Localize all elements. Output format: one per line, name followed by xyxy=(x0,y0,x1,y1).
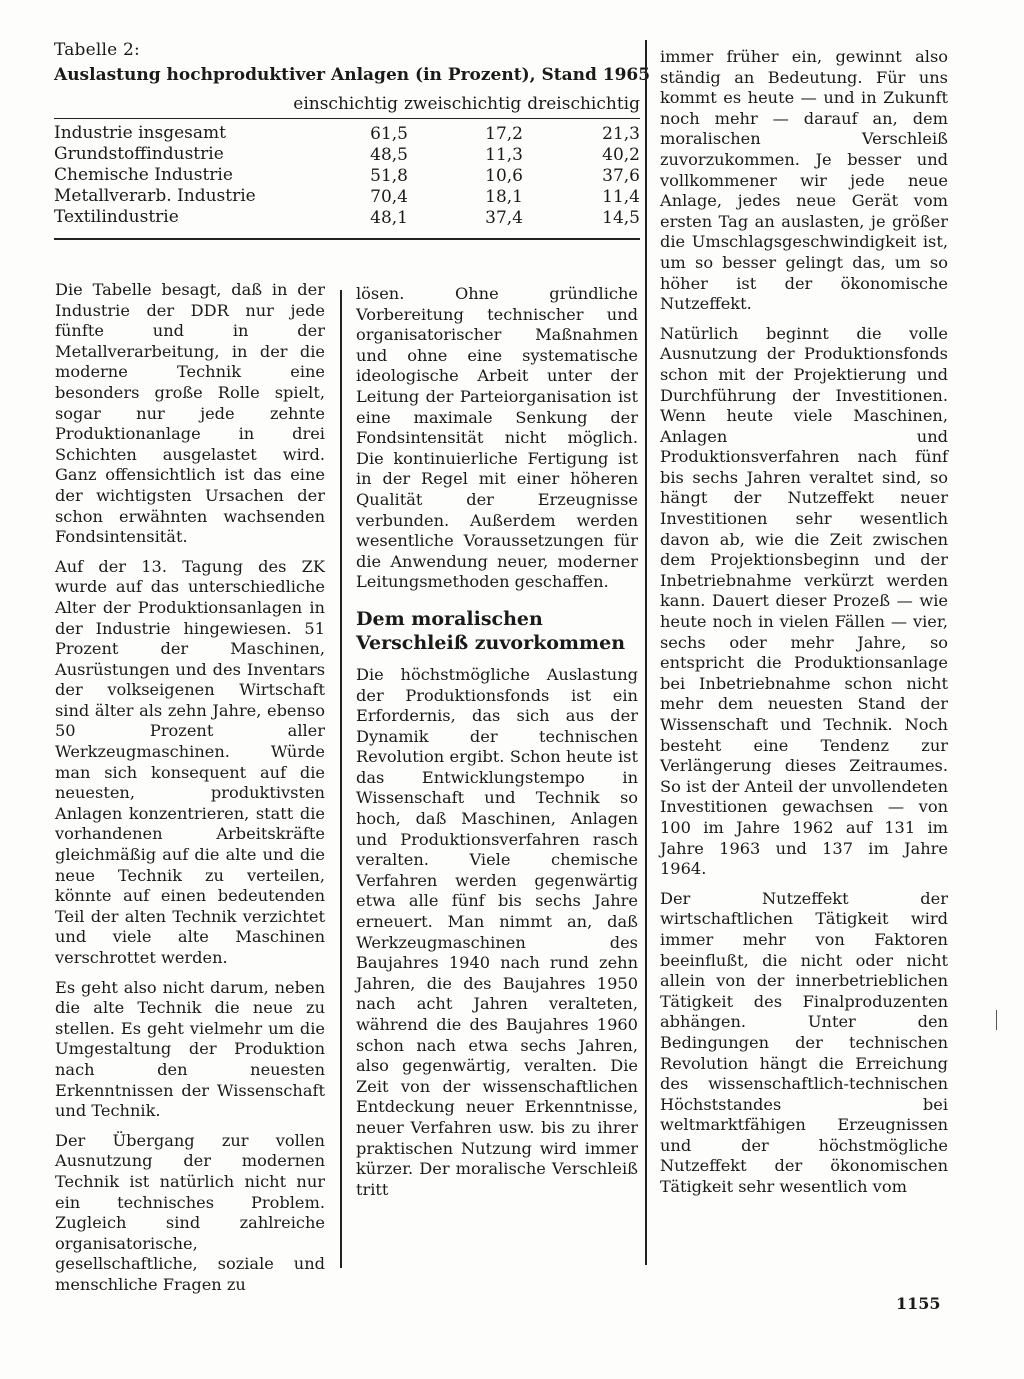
paragraph: Die höchstmögliche Auslastung der Produktionsfonds ist ein Erfordernis, das sich aus der Dynamik der technischen Revolution ergibt. Schon heute ist das Entwicklungstempo in Wissenschaft und Technik so hoch, daß Maschinen, Anlagen und Produktionsverfahren rasch veralten. Viele chemische Verfahren werden gegenwärtig etwa alle fünf bis sechs Jahre erneuert. Man nimmt an, daß Werkzeugmaschinen des Baujahres 1940 nach rund zehn Jahren, die des Baujahres 1950 nach acht Jahren veralteten, während die des Baujahres 1960 schon nach etwa sechs Jahren, also gegenwärtig, veralten. Die Zeit von der wissenschaftlichen Entdeckung neuer Erkenntnisse, neuer Verfahren usw. bis zu ihrer praktischen Nutzung wird immer kürzer. Der moralische Verschleiß tritt xyxy=(356,664,638,1199)
cell-value: 14,5 xyxy=(602,208,640,228)
cell-value: 70,4 xyxy=(370,187,408,207)
table-row xyxy=(54,186,640,207)
column-divider-left xyxy=(340,290,342,1268)
table-header xyxy=(54,92,640,116)
cell-value: 40,2 xyxy=(602,145,640,165)
cell-value: 61,5 xyxy=(370,124,408,144)
cell-value: 21,3 xyxy=(602,124,640,144)
paragraph: Es geht also nicht darum, neben die alte Technik die neue zu stellen. Es geht vielmehr um die Umgestaltung der Produktion nach den neuesten Erkenntnissen der Wissenschaft und Technik. xyxy=(55,977,325,1121)
table-row xyxy=(54,144,640,165)
column-header-einschichtig: einschichtig xyxy=(293,94,398,114)
column-header-dreischichtig: dreischichtig xyxy=(527,94,640,114)
margin-mark xyxy=(996,1010,998,1030)
section-heading: Dem moralischen Verschleiß zuvorkommen xyxy=(356,607,626,654)
cell-value: 10,6 xyxy=(485,166,523,186)
cell-value: 51,8 xyxy=(370,166,408,186)
table-body xyxy=(54,123,640,228)
row-label: Textilindustrie xyxy=(54,207,179,227)
text-column-2 xyxy=(356,284,638,1209)
table-bottom-rule xyxy=(54,238,640,240)
table-row xyxy=(54,165,640,186)
row-label: Industrie insgesamt xyxy=(54,123,226,143)
row-label: Metallverarb. Industrie xyxy=(54,186,256,206)
cell-value: 37,4 xyxy=(485,208,523,228)
table-row xyxy=(54,123,640,144)
cell-value: 17,2 xyxy=(485,124,523,144)
row-label: Grundstoffindustrie xyxy=(54,144,224,164)
paragraph: lösen. Ohne gründliche Vorbereitung technischer und organisatorischer Maßnahmen und ohne eine systematische ideologische Arbeit unter der Leitung der Parteiorganisation ist eine maximale Senkung der Fondsintensität nicht möglich. Die kontinuierliche Fertigung ist in der Regel mit einer höheren Qualität der Erzeugnisse verbunden. Außerdem werden wesentliche Voraussetzungen für die Anwendung neuer, moderner Leitungsmethoden geschaffen. xyxy=(356,284,638,592)
cell-value: 37,6 xyxy=(602,166,640,186)
paragraph: Natürlich beginnt die volle Ausnutzung der Produktionsfonds schon mit der Projektierung und Durchführung der Investitionen. Wenn heute viele Maschinen, Anlagen und Produktionsverfahren nach fünf bis sechs Jahren veraltet sind, so hängt der Nutzeffekt neuer Investitionen sehr wesentlich davon ab, wie die Zeit zwischen dem Projektionsbeginn und der Inbetriebnahme verkürzt werden kann. Dauert dieser Prozeß — wie heute noch in vielen Fällen — vier, sechs oder mehr Jahre, so entspricht die Produktionsanlage bei Inbetriebnahme schon nicht mehr dem neuesten Stand der Wissenschaft und Technik. Noch besteht eine Tendenz zur Verlängerung dieses Zeitraumes. So ist der Anteil der unvollendeten Investitionen gewachsen — von 100 im Jahre 1962 auf 131 im Jahre 1963 und 137 im Jahre 1964. xyxy=(660,323,948,879)
page-number: 1155 xyxy=(896,1294,941,1313)
table-title: Auslastung hochproduktiver Anlagen (in Prozent), Stand 1965 xyxy=(54,65,651,85)
table-top-rule xyxy=(54,118,640,119)
text-column-1 xyxy=(55,280,325,1305)
text-column-3 xyxy=(660,47,948,1207)
data-table xyxy=(54,40,651,240)
cell-value: 18,1 xyxy=(485,187,523,207)
table-row xyxy=(54,207,640,228)
cell-value: 11,4 xyxy=(602,187,640,207)
table-label: Tabelle 2: xyxy=(54,40,140,60)
paragraph: immer früher ein, gewinnt also ständig an Bedeutung. Für uns kommt es heute — und in Zukunft noch mehr — darauf an, dem moralischen Verschleiß zuvorzukommen. Je besser und vollkommener wir jede neue Anlage, jedes neue Gerät vom ersten Tag an auslasten, je größer die Umschlagsgeschwindigkeit ist, um so besser gelingt das, um so höher ist der ökonomische Nutzeffekt. xyxy=(660,47,948,314)
cell-value: 48,5 xyxy=(370,145,408,165)
paragraph: Auf der 13. Tagung des ZK wurde auf das unterschiedliche Alter der Produktionsanlagen in der Industrie hingewiesen. 51 Prozent der Maschinen, Ausrüstungen und des Inventars der volkseigenen Wirtschaft sind älter als zehn Jahre, ebenso 50 Prozent aller Werkzeugmaschinen. Würde man sich konsequent auf die neuesten, produktivsten Anlagen konzentrieren, statt die vorhandenen Arbeitskräfte gleichmäßig auf die alte und die neue Technik zu verteilen, könnte auf einen bedeutenden Teil der alten Technik verzichtet und viele alte Maschinen verschrottet werden. xyxy=(55,556,325,967)
row-label: Chemische Industrie xyxy=(54,165,233,185)
column-divider-right xyxy=(645,40,647,1265)
paragraph: Der Nutzeffekt der wirtschaftlichen Tätigkeit wird immer mehr von Faktoren beeinflußt, die nicht oder nicht allein von der innerbetrieblichen Tätigkeit des Finalproduzenten abhängen. Unter den Bedingungen der technischen Revolution hängt die Erreichung des wissenschaftlich-technischen Höchststandes bei weltmarktfähigen Erzeugnissen und der höchstmögliche Nutzeffekt der ökonomischen Tätigkeit sehr wesentlich vom xyxy=(660,888,948,1197)
column-header-zweischichtig: zweischichtig xyxy=(403,94,522,114)
paragraph: Der Übergang zur vollen Ausnutzung der modernen Technik ist natürlich nicht nur ein technisches Problem. Zugleich sind zahlreiche organisatorische, gesellschaftliche, soziale und menschliche Fragen zu xyxy=(55,1130,325,1294)
cell-value: 48,1 xyxy=(370,208,408,228)
cell-value: 11,3 xyxy=(485,145,523,165)
paragraph: Die Tabelle besagt, daß in der Industrie der DDR nur jede fünfte und in der Metallverarbeitung, in der die moderne Technik eine besonders große Rolle spielt, sogar nur jede zehnte Produktionanlage in drei Schichten ausgelastet wird. Ganz offensichtlich ist das eine der wichtigsten Ursachen der schon erwähnten wachsenden Fondsintensität. xyxy=(55,280,325,547)
